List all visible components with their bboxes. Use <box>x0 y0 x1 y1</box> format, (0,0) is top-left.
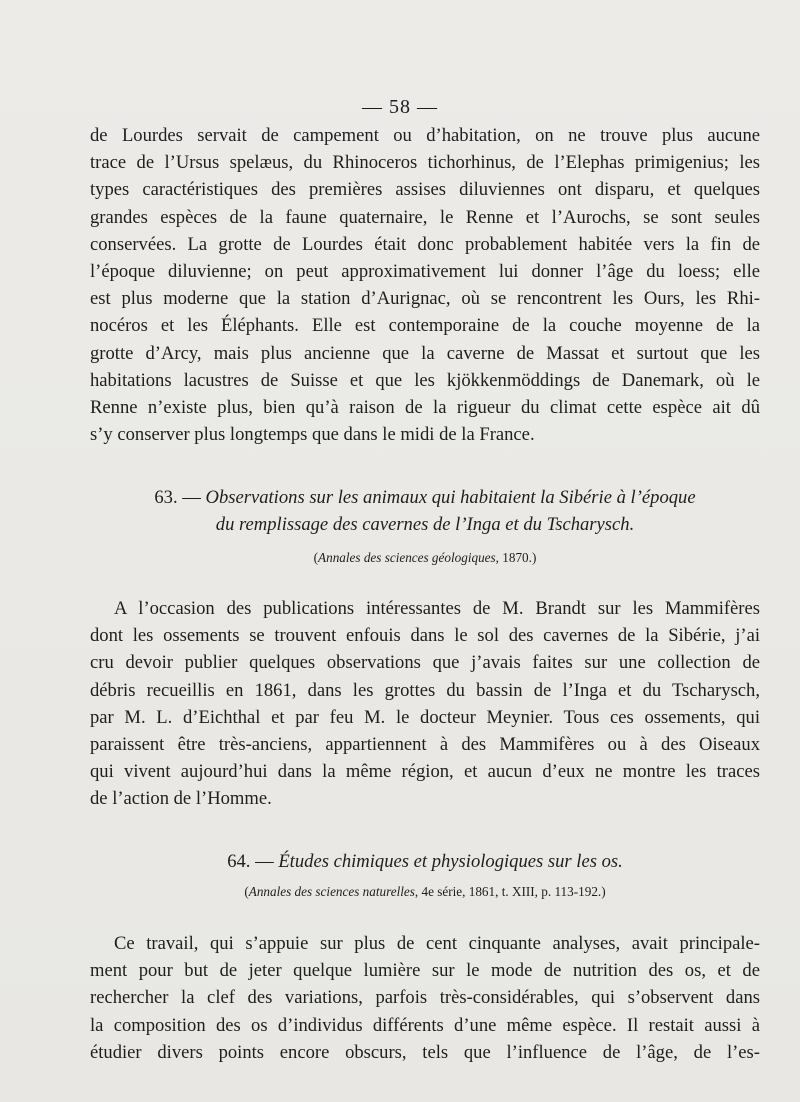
section-63-title-line-1 <box>90 484 760 511</box>
section-63-number: 63. — <box>154 487 201 508</box>
section-64-source: (Annales des sciences naturelles, 4e série, 1861, t. XIII, p. 113-192.) <box>244 884 606 899</box>
paragraph-1-text <box>90 122 760 448</box>
text-line: s’y conserver plus longtemps que dans le midi de la France. <box>90 424 535 446</box>
text-line: trace de l’Ursus spelæus, du Rhinoceros tichorhinus, de l’Elephas primigenius; les <box>90 152 760 174</box>
text-line: Renne n’existe plus, bien qu’à raison de la rigueur du climat cette espèce ait dû <box>90 397 760 419</box>
text-line: grandes espèces de la faune quaternaire, le Renne et l’Aurochs, se sont seules <box>90 206 760 228</box>
section-64-source-detail: , 4e série, 1861, t. XIII, p. 113-192. <box>414 884 602 899</box>
section-63-heading <box>90 484 760 538</box>
text-line: par M. L. d’Eichthal et par feu M. le docteur Meynier. Tous ces ossements, qui <box>90 706 760 728</box>
text-line: est plus moderne que la station d’Aurignac, où se rencontrent les Ours, les Rhi- <box>90 288 760 310</box>
section-64-paragraph <box>90 930 760 1066</box>
text-line: grotte d’Arcy, mais plus ancienne que la caverne de Massat et surtout que les <box>90 342 760 364</box>
text-line: de l’action de l’Homme. <box>90 788 272 810</box>
text-line: la composition des os d’individus différents d’une même espèce. Il restait aussi à <box>90 1014 760 1036</box>
section-64-number: 64. — <box>227 851 274 872</box>
section-64-text <box>90 930 760 1066</box>
section-63-source-detail: , 1870. <box>495 550 532 565</box>
section-63-title-b: du remplissage des cavernes de l’Inga et du Tscharysch. <box>215 514 635 535</box>
text-line: qui vivent aujourd’hui dans la même région, et aucun d’eux ne montre les traces <box>90 761 760 783</box>
text-line: conservées. La grotte de Lourdes était donc probablement habitée vers la fin de <box>90 233 760 255</box>
text-line: paraissent être très-anciens, appartiennent à des Mammifères ou à des Oiseaux <box>90 734 760 756</box>
section-63-title-a: Observations sur les animaux qui habitaient la Sibérie à l’époque <box>205 487 696 508</box>
text-line: Ce travail, qui s’appuie sur plus de cent cinquante analyses, avait principale- <box>114 933 760 954</box>
text-line: ment pour but de jeter quelque lumière sur le mode de nutrition des os, et de <box>90 960 760 982</box>
section-64-title: Études chimiques et physiologiques sur les os. <box>278 851 623 872</box>
text-line: types caractéristiques des premières assises diluviennes ont disparu, et quelques <box>90 179 760 201</box>
text-line: A l’occasion des publications intéressantes de M. Brandt sur les Mammifères <box>114 598 760 619</box>
section-64-journal: Annales des sciences naturelles <box>248 884 415 899</box>
text-line: l’époque diluvienne; on peut approximativement lui donner l’âge du loess; elle <box>90 261 760 283</box>
text-line: débris recueillis en 1861, dans les grottes du bassin de l’Inga et du Tscharysch, <box>90 679 760 701</box>
section-63-source: (Annales des sciences géologiques, 1870.) <box>313 550 537 565</box>
text-line: rechercher la clef des variations, parfois très-considérables, qui s’observent dans <box>90 987 760 1009</box>
text-line: nocéros et les Éléphants. Elle est contemporaine de la couche moyenne de la <box>90 315 760 337</box>
section-63-title-line-2 <box>90 511 760 538</box>
text-line: habitations lacustres de Suisse et que les kjökkenmöddings de Danemark, où le <box>90 369 760 391</box>
section-63-text <box>90 595 760 813</box>
section-63-journal: Annales des sciences géologiques <box>318 550 496 565</box>
text-line: étudier divers points encore obscurs, tels que l’influence de l’âge, de l’es- <box>90 1041 760 1063</box>
section-63-paragraph <box>90 595 760 813</box>
paragraph-1 <box>90 122 760 448</box>
text-line: de Lourdes servait de campement ou d’habitation, on ne trouve plus aucune <box>90 125 760 146</box>
text-line: cru devoir publier quelques observations que j’avais faites sur une collection de <box>90 652 760 674</box>
text-line: dont les ossements se trouvent enfouis dans le sol des cavernes de la Sibérie, j’ai <box>90 625 760 647</box>
page-number: — 58 — <box>362 96 438 118</box>
section-64-heading <box>90 848 760 875</box>
